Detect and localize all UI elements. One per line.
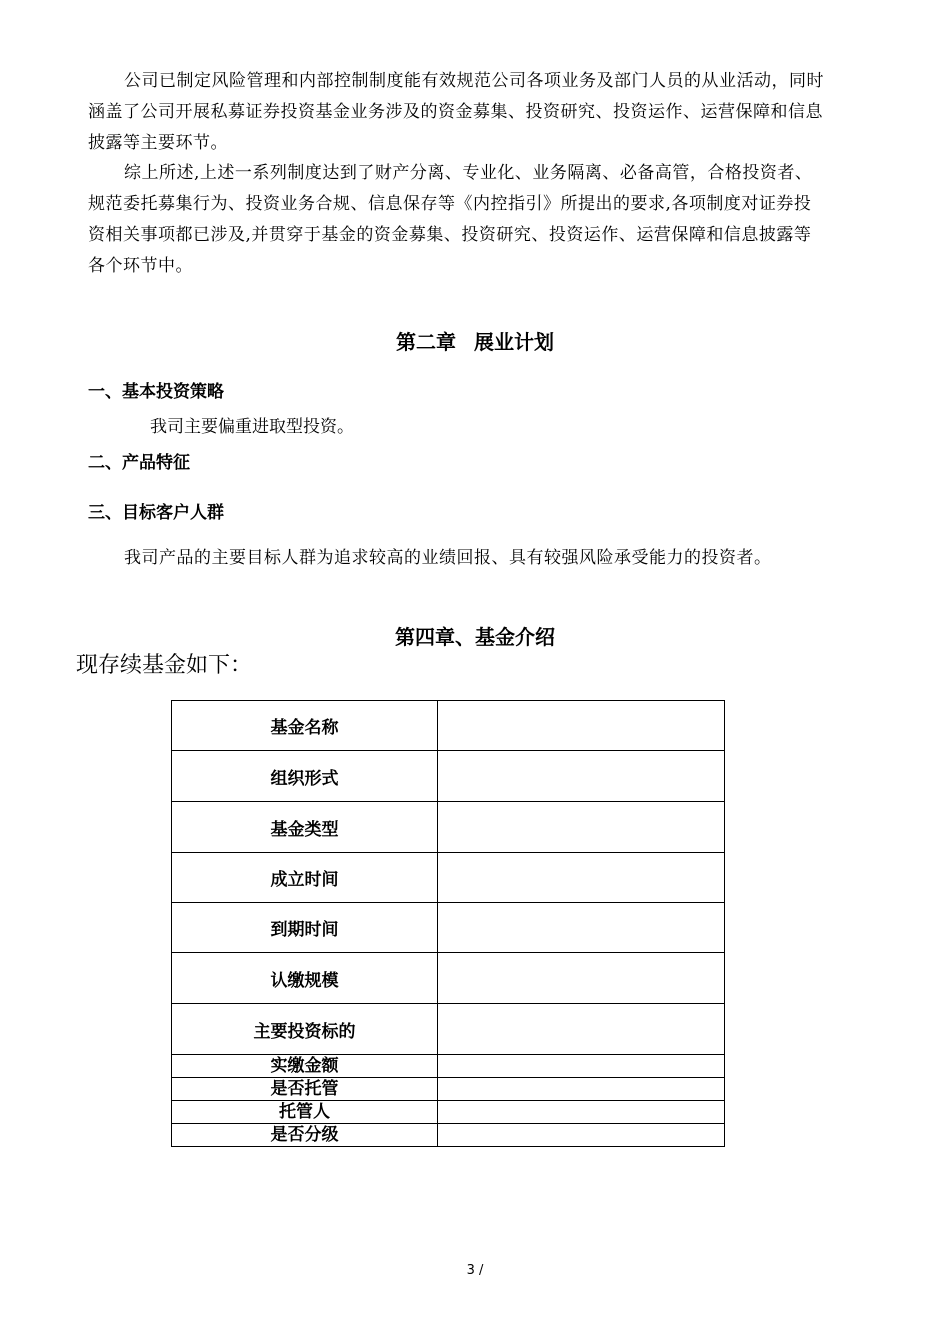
section-investment-strategy: 一、基本投资策略 (88, 382, 224, 402)
table-row (172, 853, 725, 903)
field-label-fund-type: 基金类型 (172, 802, 438, 853)
field-value-custody (438, 1078, 725, 1101)
table-row (172, 1004, 725, 1055)
field-label-established: 成立时间 (172, 853, 438, 903)
chapter-2-heading (0, 326, 950, 355)
page-number: 3 / (466, 1263, 484, 1278)
chapter-2-name: 展业计划 (474, 330, 554, 354)
section-product-features: 二、产品特征 (88, 453, 190, 473)
fund-intro-text: 现存续基金如下： (76, 653, 253, 678)
field-value-investment-target (438, 1004, 725, 1055)
field-value-paid-amount (438, 1055, 725, 1078)
target-customers-text: 我司产品的主要目标人群为追求较高的业绩回报、具有较强风险承受能力的投资者。 (124, 548, 772, 568)
field-value-maturity (438, 903, 725, 953)
paragraph-summary: 综上所述,上述一系列制度达到了财产分离、专业化、业务隔离、必备高管，合格投资者、规范委托募集行为、投资业务合规、信息保存等《内控指引》所提出的要求,各项制度对证券投资相关事项都已涉及,并贯穿于基金的资金募集、投资研究、投资运作、运营保障和信息披露等各个环节中。 (88, 163, 813, 276)
field-label-tiered: 是否分级 (172, 1124, 438, 1147)
field-label-investment-target: 主要投资标的 (172, 1004, 438, 1055)
field-label-subscribed-scale: 认缴规模 (172, 953, 438, 1004)
field-label-custody: 是否托管 (172, 1078, 438, 1101)
field-value-subscribed-scale (438, 953, 725, 1004)
field-label-paid-amount: 实缴金额 (172, 1055, 438, 1078)
field-value-custodian (438, 1101, 725, 1124)
field-label-maturity: 到期时间 (172, 903, 438, 953)
investment-strategy-text: 我司主要偏重进取型投资。 (150, 417, 354, 437)
field-label-org-form: 组织形式 (172, 751, 438, 802)
paragraph-risk-management: 公司已制定风险管理和内部控制制度能有效规范公司各项业务及部门人员的从业活动，同时涵盖了公司开展私募证券投资基金业务涉及的资金募集、投资研究、投资运作、运营保障和信息披露等主要环节。 (88, 71, 824, 153)
table-row (172, 1124, 725, 1147)
field-value-fund-type (438, 802, 725, 853)
field-value-established (438, 853, 725, 903)
section-target-customers: 三、目标客户人群 (88, 503, 224, 523)
field-label-custodian: 托管人 (172, 1101, 438, 1124)
table-row (172, 953, 725, 1004)
chapter-4-heading: 第四章、基金介绍 (395, 625, 555, 649)
table-row (172, 1101, 725, 1124)
field-label-fund-name: 基金名称 (172, 701, 438, 751)
chapter-2-label: 第二章 (396, 330, 456, 354)
table-row (172, 903, 725, 953)
fund-info-table (171, 700, 725, 1147)
table-row (172, 1078, 725, 1101)
field-value-org-form (438, 751, 725, 802)
field-value-fund-name (438, 701, 725, 751)
table-row (172, 802, 725, 853)
field-value-tiered (438, 1124, 725, 1147)
table-row (172, 751, 725, 802)
table-row (172, 701, 725, 751)
table-row (172, 1055, 725, 1078)
